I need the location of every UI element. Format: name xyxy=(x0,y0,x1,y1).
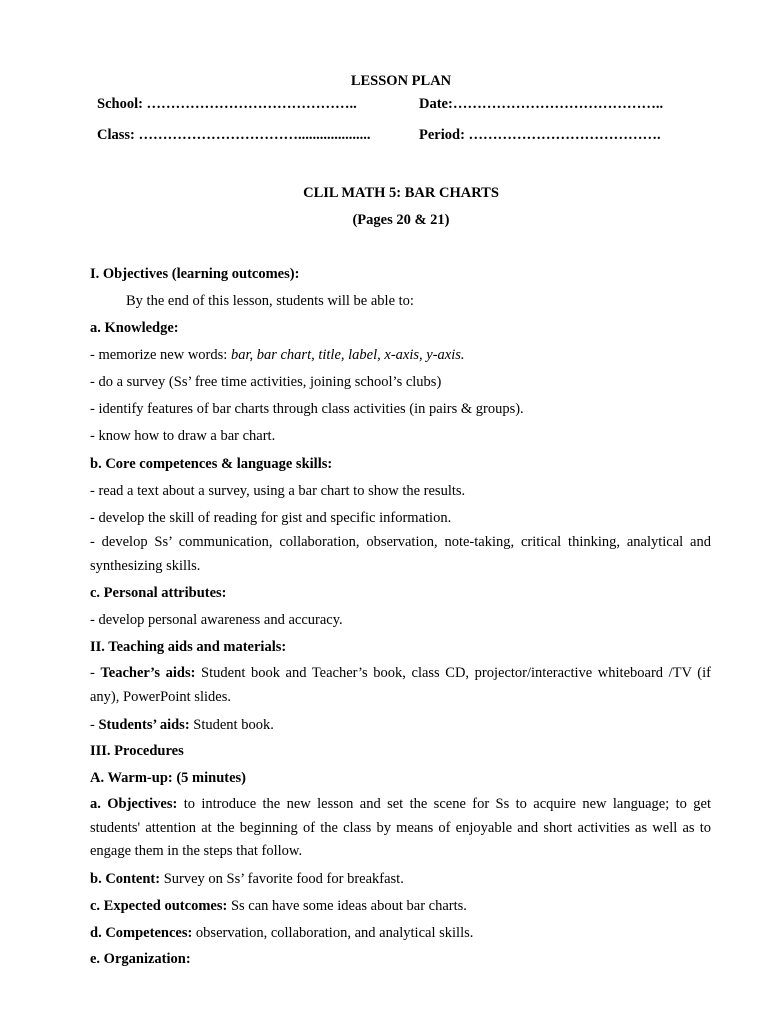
period-label: Period: xyxy=(419,127,465,143)
students-aids-text: Student book. xyxy=(189,717,274,733)
core-competences-heading: b. Core competences & language skills: xyxy=(90,456,333,472)
objectives-heading: I. Objectives (learning outcomes): xyxy=(90,266,300,282)
warmup-objectives xyxy=(90,793,711,864)
warmup-heading: A. Warm-up: (5 minutes) xyxy=(90,770,247,786)
procedures-heading: III. Procedures xyxy=(90,743,184,759)
teachers-aids-prefix: - xyxy=(90,665,101,681)
vocabulary-words: bar, bar chart, title, label, x-axis, y-axis. xyxy=(230,347,465,363)
warmup-competences xyxy=(90,925,473,942)
warmup-content-label: b. Content: xyxy=(90,871,161,887)
core-item-read: - read a text about a survey, using a bar chart to show the results. xyxy=(90,483,466,499)
class-dots: …………………………….................... xyxy=(138,127,371,143)
warmup-competences-label: d. Competences: xyxy=(90,925,193,941)
teachers-aids-text: Student book and Teacher’s book, class CD, projector/interactive whiteboard /TV (if any), PowerPoint slides. xyxy=(90,665,711,705)
warmup-organization: e. Organization: xyxy=(90,951,191,967)
warmup-outcomes-text: Ss can have some ideas about bar charts. xyxy=(227,898,467,914)
period-dots: …………………………………. xyxy=(468,127,661,143)
warmup-content-text: Survey on Ss’ favorite food for breakfast. xyxy=(160,871,404,887)
lesson-pages: (Pages 20 & 21) xyxy=(352,212,450,228)
students-aids-prefix: - xyxy=(90,717,99,733)
knowledge-item-draw: - know how to draw a bar chart. xyxy=(90,428,276,444)
school-label: School: xyxy=(97,96,143,112)
knowledge-item-identify: - identify features of bar charts through class activities (in pairs & groups). xyxy=(90,401,524,417)
school-dots: …………………………………….. xyxy=(146,96,357,112)
warmup-objectives-label: a. Objectives: xyxy=(90,796,178,812)
teachers-aids xyxy=(90,662,711,709)
warmup-objectives-text: to introduce the new lesson and set the scene for Ss to acquire new language; to get students' attention at the beginning of the class by means of enjoyable and short activities as well as to engage them in the steps that follow. xyxy=(90,796,712,859)
knowledge-item-prefix: - memorize new words: xyxy=(90,347,231,363)
date-dots: …………………………………….. xyxy=(452,96,664,112)
lesson-title: CLIL MATH 5: BAR CHARTS xyxy=(303,185,499,201)
knowledge-item-survey: - do a survey (Ss’ free time activities, joining school’s clubs) xyxy=(90,374,442,390)
warmup-outcomes xyxy=(90,898,467,915)
class-label: Class: xyxy=(97,127,135,143)
students-aids-label: Students’ aids: xyxy=(98,717,190,733)
date-field xyxy=(419,96,663,113)
period-field xyxy=(419,127,661,144)
teaching-aids-heading: II. Teaching aids and materials: xyxy=(90,639,287,655)
document-title: LESSON PLAN xyxy=(350,73,452,89)
objectives-intro: By the end of this lesson, students will be able to: xyxy=(126,293,414,309)
students-aids xyxy=(90,717,274,734)
school-field xyxy=(97,96,357,113)
warmup-outcomes-label: c. Expected outcomes: xyxy=(90,898,228,914)
warmup-content xyxy=(90,871,404,888)
core-item-skills: - develop Ss’ communication, collaboration, observation, note-taking, critical thinking, analytical and synthesizing skills. xyxy=(90,534,711,574)
date-label: Date: xyxy=(419,96,453,112)
knowledge-item-vocabulary xyxy=(90,347,465,364)
core-item-gist: - develop the skill of reading for gist and specific information. xyxy=(90,510,452,526)
class-field xyxy=(97,127,371,144)
knowledge-heading: a. Knowledge: xyxy=(90,320,179,336)
teachers-aids-label: Teacher’s aids: xyxy=(100,665,196,681)
warmup-competences-text: observation, collaboration, and analytical skills. xyxy=(192,925,474,941)
personal-attributes-heading: c. Personal attributes: xyxy=(90,585,227,601)
personal-item-awareness: - develop personal awareness and accuracy. xyxy=(90,612,343,628)
